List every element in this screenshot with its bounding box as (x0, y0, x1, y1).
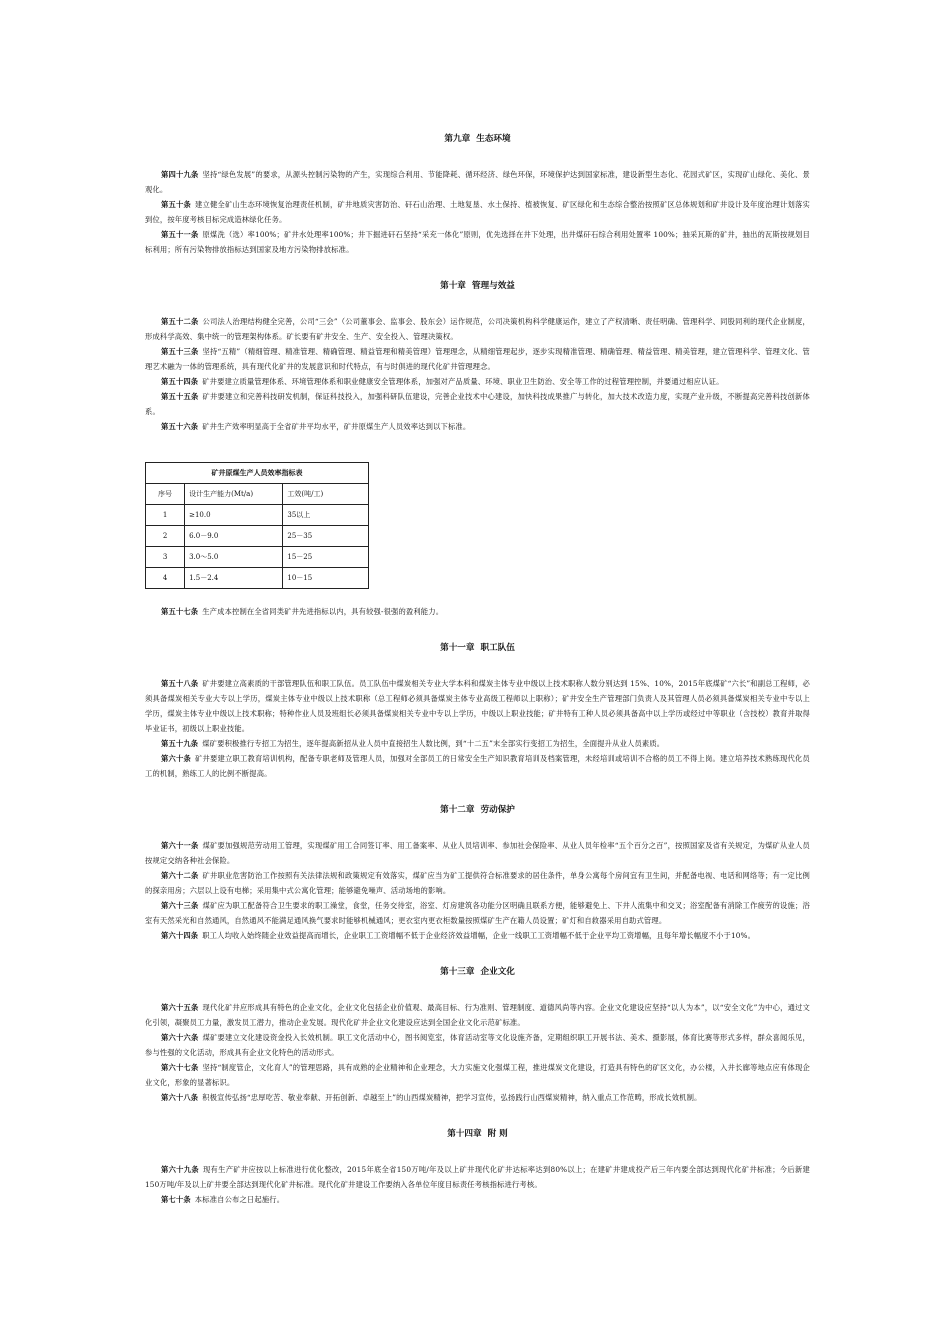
table-row (146, 547, 369, 568)
article-56: 第五十六条 矿井生产效率明显高于全省矿井平均水平，矿井原煤生产人员效率达到以下标准。 (161, 422, 471, 431)
chapter-10-heading: 第十章 管理与效益 (440, 281, 515, 291)
article-53: 第五十三条 坚持“五精”（精细管理、精准管理、精确管理、精益管理和精美管理）管理理念，从精细管理起步，逐步实现精准管理、精确管理、精益管理、精美管理，建立管理科学、管理文化、管理艺术融为一体的管理系统，具有现代化矿井的发展意识和时代特点，有与时俱进的现代化矿井管理理念。 (145, 347, 810, 371)
article-64: 第六十四条 职工人均收入始终随企业效益提高而增长，企业职工工资增幅不低于企业经济效益增幅，企业一线职工工资增幅不低于企业平均工资增幅，且每年增长幅度不小于10%。 (161, 931, 756, 940)
article-65: 第六十五条 现代化矿井应形成具有特色的企业文化，企业文化包括企业价值观、最高目标、行为准则、管理制度、道德风尚等内容。企业文化建设应坚持“以人为本”，以“安全文化”为中心，通过文化引领，凝聚员工力量，激发员工潜力，推动企业发展。现代化矿井企业文化建设应达到全国企业文化示范矿标准。 (145, 1003, 810, 1027)
article-70: 第七十条 本标准自公布之日起施行。 (161, 1195, 285, 1204)
table-cell: 15－25 (283, 547, 369, 568)
article-59: 第五十九条 煤矿要积极推行专招工为招生，逐年提高新招从业人员中直接招生人数比例，到“十二五”末全部实行变招工为招生，全面提升从业人员素质。 (161, 739, 665, 748)
table-cell: 3.0～5.0 (185, 547, 283, 568)
table-row (146, 505, 369, 526)
article-66: 第六十六条 煤矿要建立文化建设资金投入长效机制。职工文化活动中心，图书阅览室，体育活动室等文化设施齐备，定期组织职工开展书法、美术、摄影展，体育比赛等形式多样，群众喜闻乐见，参与性强的文化活动，形成具有企业文化特色的活动形式。 (145, 1033, 810, 1057)
chapter-12-heading: 第十二章 劳动保护 (440, 805, 515, 815)
table-header: 序号 (146, 484, 185, 505)
article-63: 第六十三条 煤矿应为职工配备符合卫生要求的职工澡堂，食堂，任务交待室，浴室、灯房建筑各功能分区明确且联系方便，能够避免上、下井人流集中和交叉；浴室配备有消除工作疲劳的设施；浴室有天然采光和自然通风，自然通风不能满足通风换气要求时能够机械通风；更衣室内更衣柜数量按照煤矿生产在籍人员设置；矿灯和自救器采用自助式管理。 (145, 901, 810, 925)
table-cell: 3 (146, 547, 185, 568)
table-header: 工效(吨/工) (283, 484, 369, 505)
article-57: 第五十七条 生产成本控制在全省同类矿井先进指标以内，具有较强-很强的盈利能力。 (161, 607, 444, 616)
article-51: 第五十一条 原煤洗（选）率100%；矿井水处理率100%；井下掘进矸石坚持“采充一体化”原则，优先选择在井下处理，出井煤矸石综合利用处置率 100%；抽采瓦斯的矿井，抽出的瓦斯按规划目标利用；所有污染物排放指标达到国家及地方污染物排放标准。 (145, 230, 811, 254)
article-60: 第六十条 矿井要建立职工教育培训机构，配备专职老师及管理人员，加强对全部员工的日常安全生产知识教育培训及档案管理，未经培训或培训不合格的员工不得上岗。建立培养技术熟练现代化员工的机制，熟练工人的比例不断提高。 (145, 754, 811, 778)
efficiency-table (145, 462, 369, 589)
table-row (146, 568, 369, 589)
article-58: 第五十八条 矿井要建立高素质的干部管理队伍和职工队伍。员工队伍中煤炭相关专业大学本科和煤炭主体专业中级以上技术职称人数分别达到 15%、10%，2015年底煤矿“六长”和副总工程师，必须具备煤炭相关专业大专以上学历，煤炭主体专业中级以上技术职称（总工程师必须具备煤炭主体专业高级工程师以上职称）；矿井安全生产管理部门负责人及其管理人员必须具备煤炭相关专业中专以上学历，煤炭主体专业中级以上技术职称；特种作业人员及班组长必须具备煤炭相关专业中专以上学历，中级以上职业技能；矿井特有工种人员必须具备高中以上学历或经过中等职业（含技校）教育并取得毕业证书，初级以上职业技能。 (145, 679, 811, 733)
article-49: 第四十九条 坚持“绿色发展”的要求，从源头控制污染物的产生，实现综合利用、节能降耗、循环经济、绿色环保，环境保护达到国家标准，建设新型生态化、花园式矿区，实现矿山绿化、美化、景观化。 (145, 170, 810, 194)
chapter-13-heading: 第十三章 企业文化 (440, 967, 515, 977)
table-cell: 35以上 (283, 505, 369, 526)
table-cell: 6.0－9.0 (185, 526, 283, 547)
article-54: 第五十四条 矿井要建立质量管理体系、环境管理体系和职业健康安全管理体系，加强对产品质量、环境、职业卫生防治、安全等工作的过程管理控制，并要通过相应认证。 (161, 377, 724, 386)
table-cell: 2 (146, 526, 185, 547)
article-50: 第五十条 建立健全矿山生态环境恢复治理责任机制，矿井地质灾害防治、矸石山治理、土地复垦、水土保持、植被恢复、矿区绿化和生态综合整治按照矿区总体规划和矿井设计及年度治理计划落实到位，按年度考核目标完成造林绿化任务。 (145, 200, 811, 224)
chapter-9-heading: 第九章 生态环境 (444, 134, 511, 144)
table-cell: 10－15 (283, 568, 369, 589)
table-cell: 1.5－2.4 (185, 568, 283, 589)
article-52: 第五十二条 公司法人治理结构健全完善，公司“三会”（公司董事会、监事会、股东会）运作规范，公司决策机构科学健康运作，建立了产权清晰、责任明确、管理科学、同股同利的现代企业制度，形成科学高效、集中统一的管理架构体系。矿长要有矿井安全、生产、安全投入、管理决策权。 (145, 317, 810, 341)
table-cell: ≥10.0 (185, 505, 283, 526)
article-55: 第五十五条 矿井要建立和完善科技研发机制，保证科技投入，加强科研队伍建设，完善企业技术中心建设，加快科技成果推广与转化，加大技术改造力度，实现产业升级，不断提高完善科技创新体系。 (145, 392, 810, 416)
table-header-row (146, 484, 369, 505)
table-cell: 4 (146, 568, 185, 589)
table-cell: 25－35 (283, 526, 369, 547)
table-cell: 1 (146, 505, 185, 526)
chapter-14-heading: 第十四章 附 则 (447, 1129, 508, 1139)
table-header: 设计生产能力(Mt/a) (185, 484, 283, 505)
table-caption: 矿井原煤生产人员效率指标表 (146, 463, 369, 484)
article-69: 第六十九条 现有生产矿井应按以上标准进行优化整改，2015年底全省150万吨/年及以上矿井现代化矿井达标率达到80%以上；在建矿井建成投产后三年内要全部达到现代化矿井标准；今后新建150万吨/年及以上矿井要全部达到现代化矿井标准。现代化矿井建设工作要纳入各单位年度目标责任考核指标进行考核。 (145, 1165, 810, 1189)
article-67: 第六十七条 坚持“制度管企，文化育人”的管理思路，具有成熟的企业精神和企业理念，大力实施文化强煤工程，推进煤炭文化建设，打造具有特色的矿区文化，办公楼，入井长廊等地点应有体现企业文化，形象的显著标识。 (145, 1063, 810, 1087)
article-61: 第六十一条 煤矿要加强规范劳动用工管理，实现煤矿用工合同签订率、用工备案率、从业人员培训率、参加社会保险率、从业人员年检率“五个百分之百”，按照国家及省有关规定，为煤矿从业人员按规定交纳各种社会保险。 (145, 841, 810, 865)
article-68: 第六十八条 积极宣传弘扬“忠厚吃苦、敬业奉献、开拓创新、卓越至上”的山西煤炭精神，把学习宣传，弘扬践行山西煤炭精神，纳入重点工作范畴，形成长效机制。 (161, 1093, 702, 1102)
chapter-11-heading: 第十一章 职工队伍 (440, 643, 515, 653)
article-62: 第六十二条 矿井职业危害防治工作按照有关法律法规和政策规定有效落实，煤矿应当为矿工提供符合标准要求的居住条件，单身公寓每个房间宜有卫生间，并配备电视、电话和网络等；有一定比例的探亲用房；六层以上设有电梯；采用集中式公寓化管理；能够避免噪声、活动场地的影响。 (145, 871, 810, 895)
table-row (146, 526, 369, 547)
document-page (145, 132, 810, 1207)
